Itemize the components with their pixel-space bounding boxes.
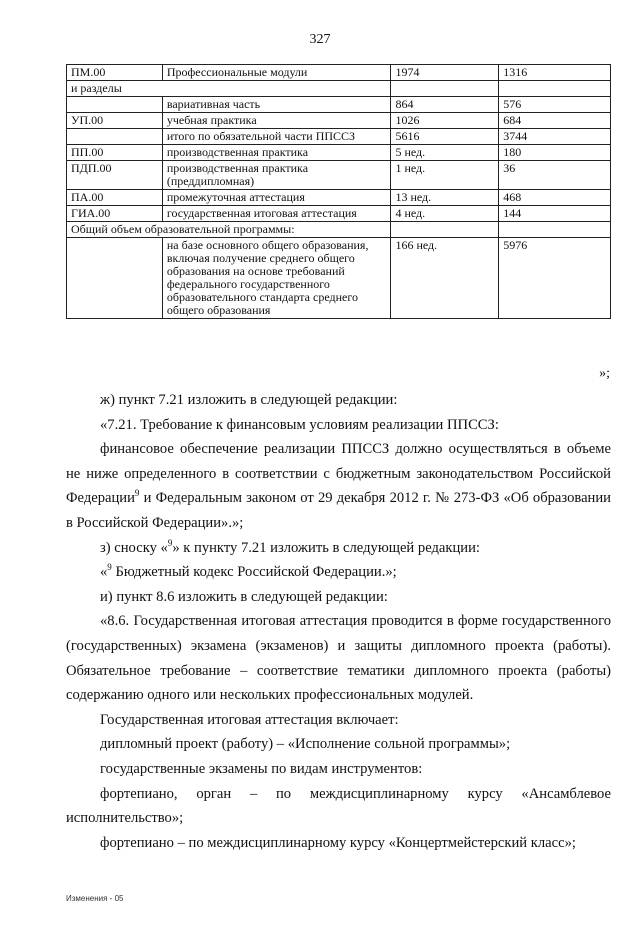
table-cell-empty	[391, 81, 499, 97]
table-cell-code: ГИА.00	[67, 206, 163, 222]
table-cell-name: вариативная часть	[162, 97, 391, 113]
footnote-ref: 9	[134, 488, 140, 499]
table-cell-hours: 684	[499, 113, 611, 129]
table-row	[67, 65, 611, 81]
table-cell-name: итого по обязательной части ППССЗ	[162, 129, 391, 145]
page-footer: Изменения - 05	[66, 894, 124, 903]
paragraph-attestation-includes: Государственная итоговая аттестация включает:	[100, 711, 399, 728]
table-row	[67, 206, 611, 222]
footnote-ref: 9	[107, 562, 112, 573]
table-cell-hours: 144	[499, 206, 611, 222]
table-cell-name: учебная практика	[162, 113, 391, 129]
table-row	[67, 145, 611, 161]
table-cell-weeks: 4 нед.	[391, 206, 499, 222]
table-cell-hours: 180	[499, 145, 611, 161]
table-row	[67, 161, 611, 190]
paragraph-state-exams: государственные экзамены по видам инструментов:	[100, 760, 423, 777]
table-cell-hours: 3744	[499, 129, 611, 145]
table-cell-name: производственная практика (преддипломная)	[162, 161, 391, 190]
paragraph-8-6: «8.6. Государственная итоговая аттестация проводится в форме государственного (государственных) экзамена (экзаменов) и защиты дипломного проекта (работы). Обязательное требование – соответствие тематики дипломного проекта (работы) содержанию одного или нескольких профессиональных модулей.	[66, 613, 611, 704]
table-row	[67, 129, 611, 145]
paragraph-item-zh: ж) пункт 7.21 изложить в следующей редакции:	[100, 392, 398, 408]
table-cell-code: ПМ.00	[67, 65, 163, 81]
table-cell-code: ПА.00	[67, 190, 163, 206]
document-body	[66, 388, 611, 855]
table-row	[67, 97, 611, 113]
paragraph-financial-support: финансовое обеспечение реализации ППССЗ должно осуществляться в объеме не ниже определенного в соответствии с бюджетным законодательством Российской Федерации$^9$ и Федеральным законом от 29 декабря 2012 г. № 273-ФЗ «Об образовании в Российской Федерации».»;	[66, 441, 611, 531]
paragraph-footnote-text: «$^9$ Бюджетный кодекс Российской Федерации.»;	[100, 562, 397, 581]
table-row	[67, 81, 611, 97]
table-closing-mark: »;	[599, 366, 610, 381]
table-cell-hours: 5976	[499, 238, 611, 319]
table-cell-merged: Общий объем образовательной программы:	[67, 222, 391, 238]
table-cell-hours: 576	[499, 97, 611, 113]
table-cell-name: государственная итоговая аттестация	[162, 206, 391, 222]
table-cell-name: на базе основного общего образования, включая получение среднего общего образования на основе требований федерального государственного образовательного стандарта среднего общего образования	[162, 238, 391, 319]
table-cell-code: ПП.00	[67, 145, 163, 161]
table-cell-code	[67, 238, 163, 319]
table-cell-weeks: 166 нед.	[391, 238, 499, 319]
table-cell-empty	[499, 81, 611, 97]
curriculum-table	[66, 64, 611, 319]
table-cell-name: производственная практика	[162, 145, 391, 161]
table-row	[67, 190, 611, 206]
paragraph-item-z: з) сноску «$^9$» к пункту 7.21 изложить в следующей редакции:	[100, 537, 480, 556]
paragraph-item-i: и) пункт 8.6 изложить в следующей редакции:	[100, 588, 388, 605]
table-cell-name: промежуточная аттестация	[162, 190, 391, 206]
page-number: 327	[309, 32, 331, 47]
table-cell-code: УП.00	[67, 113, 163, 129]
table-row	[67, 113, 611, 129]
table-row	[67, 222, 611, 238]
table-cell-empty	[391, 222, 499, 238]
table-cell-name: Профессиональные модули	[162, 65, 391, 81]
table-cell-weeks: 13 нед.	[391, 190, 499, 206]
table-cell-hours: 36	[499, 161, 611, 190]
table-cell-weeks: 5616	[391, 129, 499, 145]
paragraph-piano-accompanist: фортепиано – по междисциплинарному курсу «Концертмейстерский класс»;	[100, 834, 576, 851]
footnote-ref: 9	[167, 537, 173, 548]
table-cell-weeks: 864	[391, 97, 499, 113]
table-cell-weeks: 1974	[391, 65, 499, 81]
table-row	[67, 238, 611, 319]
table-cell-code: ПДП.00	[67, 161, 163, 190]
table-cell-weeks: 1026	[391, 113, 499, 129]
table-cell-hours: 1316	[499, 65, 611, 81]
table-cell-hours: 468	[499, 190, 611, 206]
table-cell-merged: и разделы	[67, 81, 391, 97]
table-cell-code	[67, 97, 163, 113]
table-cell-weeks: 1 нед.	[391, 161, 499, 190]
paragraph-piano-organ: фортепиано, орган – по междисциплинарному курсу «Ансамблевое исполнительство»;	[66, 785, 611, 827]
paragraph-diploma-project: дипломный проект (работу) – «Исполнение сольной программы»;	[100, 736, 511, 753]
table-cell-empty	[499, 222, 611, 238]
table-cell-weeks: 5 нед.	[391, 145, 499, 161]
table-cell-code	[67, 129, 163, 145]
paragraph-7-21-heading: «7.21. Требование к финансовым условиям реализации ППССЗ:	[100, 416, 499, 433]
